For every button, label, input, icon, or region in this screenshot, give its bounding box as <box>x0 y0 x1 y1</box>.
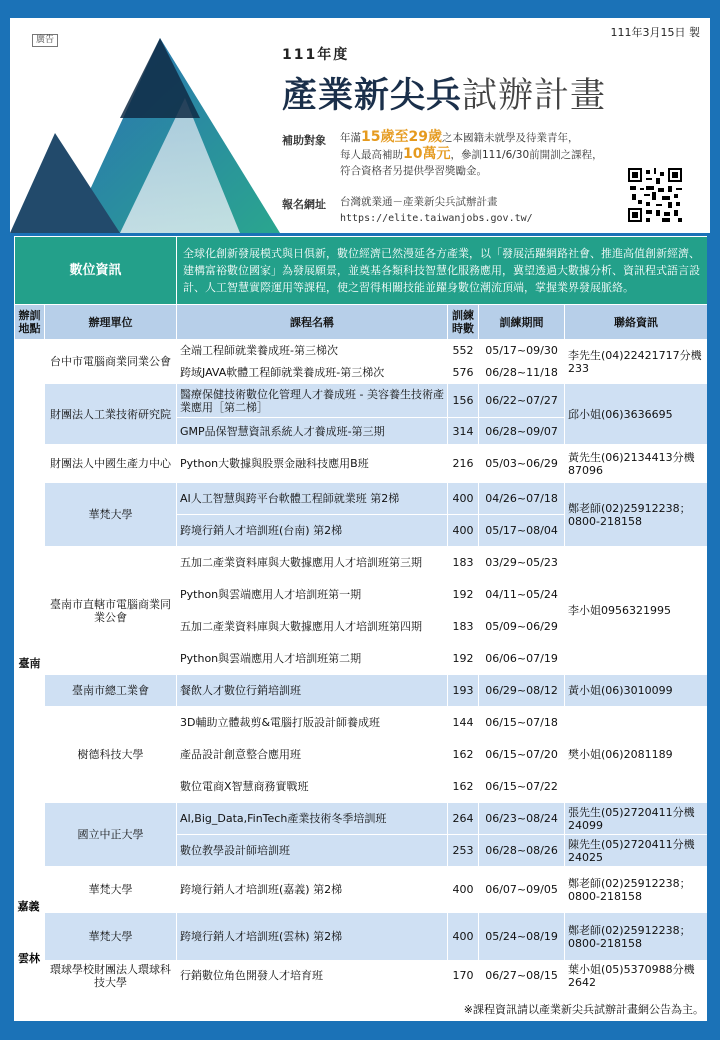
contact-cell: 鄭老師(02)25912238；0800-218158 <box>565 913 707 961</box>
qr-code-icon[interactable] <box>628 168 682 222</box>
course-name: 數位教學設計師培訓班 <box>177 835 448 867</box>
course-hours: 144 <box>448 707 479 739</box>
course-name: 跨境行銷人才培訓班(雲林) 第2梯 <box>177 913 448 961</box>
footnote: ※課程資訊請以產業新尖兵試辦計畫網公告為主。 <box>463 1003 704 1016</box>
course-table <box>14 236 707 991</box>
course-period: 06/29~08/12 <box>479 675 565 707</box>
region-chiayi: 嘉義 <box>14 806 44 918</box>
col-header-hours: 訓練時數 <box>448 305 479 340</box>
course-hours: 552 <box>448 340 479 362</box>
subsidy-post: ，參訓111/6/30前開訓之課程， <box>450 149 603 161</box>
course-name: Python與雲端應用人才培訓班第一期 <box>177 579 448 611</box>
course-period: 05/17~09/30 <box>479 340 565 362</box>
course-period: 05/24~08/19 <box>479 913 565 961</box>
org-cell: 臺南市總工業會 <box>45 675 177 707</box>
course-period: 03/29~05/23 <box>479 547 565 579</box>
contact-cell: 邱小姐(06)3636695 <box>565 384 707 445</box>
ad-label: 廣告 <box>32 34 58 47</box>
course-hours: 400 <box>448 867 479 913</box>
url-label: 報名網址 <box>282 198 326 211</box>
course-hours: 183 <box>448 547 479 579</box>
course-name: GMP品保智慧資訊系統人才養成班-第三期 <box>177 418 448 445</box>
contact-cell: 張先生(05)2720411分機24099 <box>565 803 707 835</box>
course-period: 06/15~07/22 <box>479 771 565 803</box>
course-period: 04/26~07/18 <box>479 483 565 515</box>
contact-cell: 黃小姐(06)3010099 <box>565 675 707 707</box>
table-row <box>15 961 708 991</box>
course-name: 五加二產業資料庫與大數據應用人才培訓班第四期 <box>177 611 448 643</box>
course-hours: 192 <box>448 579 479 611</box>
course-name: 產品設計創意整合應用班 <box>177 739 448 771</box>
course-name: AI人工智慧與跨平台軟體工程師就業班 第2梯 <box>177 483 448 515</box>
course-hours: 193 <box>448 675 479 707</box>
org-cell: 華梵大學 <box>45 483 177 547</box>
course-name: 醫療保健技術數位化管理人才養成班 - 美容養生技術產業應用［第二梯］ <box>177 384 448 418</box>
date-label: 111年3月15日 製 <box>610 26 700 39</box>
course-hours: 400 <box>448 483 479 515</box>
course-table-panel <box>14 236 707 1021</box>
page-title <box>282 68 606 118</box>
org-cell: 華梵大學 <box>45 867 177 913</box>
course-name: 五加二產業資料庫與大數據應用人才培訓班第三期 <box>177 547 448 579</box>
course-period: 06/28~08/26 <box>479 835 565 867</box>
course-name: 跨域JAVA軟體工程師就業養成班-第三梯次 <box>177 362 448 384</box>
table-row <box>15 445 708 483</box>
course-hours: 264 <box>448 803 479 835</box>
table-row <box>15 913 708 961</box>
course-hours: 183 <box>448 611 479 643</box>
target-age: 15歲至29歲 <box>361 129 442 145</box>
course-hours: 170 <box>448 961 479 991</box>
region-yunlin: 雲林 <box>14 919 44 997</box>
contact-cell: 黃先生(06)2134413分機87096 <box>565 445 707 483</box>
col-header-course: 課程名稱 <box>177 305 448 340</box>
course-period: 04/11~05/24 <box>479 579 565 611</box>
org-cell: 華梵大學 <box>45 913 177 961</box>
org-cell: 國立中正大學 <box>45 803 177 867</box>
course-hours: 162 <box>448 771 479 803</box>
target-pre: 年滿 <box>340 132 361 144</box>
table-row <box>15 547 708 579</box>
title-thin: 試辦計畫 <box>462 76 607 116</box>
course-period: 05/17~08/04 <box>479 515 565 547</box>
course-name: Python與雲端應用人才培訓班第二期 <box>177 643 448 675</box>
url-text[interactable] <box>340 194 533 227</box>
contact-cell: 李小姐0956321995 <box>565 547 707 675</box>
table-row <box>15 483 708 515</box>
target-post: 之本國籍未就學及待業青年， <box>441 132 579 144</box>
course-name: 餐飲人才數位行銷培訓班 <box>177 675 448 707</box>
course-hours: 192 <box>448 643 479 675</box>
section-description: 全球化創新發展模式與日俱新，數位經濟已然漫延各方產業，以「發展活躍網路社會、推進高值創新經濟、建構富裕數位國家」為發展願景，並奠基各類科技智慧化服務應用，冀望透過大數據分析、資訊程式語言設計、人工智慧實際運用等課程，使之習得相關技能並躍身數位潮流頂端，掌握業界發展脈絡。 <box>177 237 707 305</box>
subsidy-pre: 每人最高補助 <box>340 149 403 161</box>
course-name: Python大數據與股票金融科技應用B班 <box>177 445 448 483</box>
url-link[interactable]: https://elite.taiwanjobs.gov.tw/ <box>340 213 533 224</box>
col-header-period: 訓練期間 <box>479 305 565 340</box>
course-period: 06/23~08/24 <box>479 803 565 835</box>
course-name: 跨境行銷人才培訓班(嘉義) 第2梯 <box>177 867 448 913</box>
subsidy-line3: 符合資格者另提供學習獎勵金。 <box>340 165 487 177</box>
org-cell: 財團法人工業技術研究院 <box>45 384 177 445</box>
table-row <box>15 340 708 362</box>
org-cell: 臺南市直轄市電腦商業同業公會 <box>45 547 177 675</box>
course-hours: 156 <box>448 384 479 418</box>
contact-cell: 陳先生(05)2720411分機24025 <box>565 835 707 867</box>
contact-cell: 李先生(04)22421717分機233 <box>565 340 707 384</box>
target-text <box>340 129 603 179</box>
title-bold: 產業新尖兵 <box>282 76 463 116</box>
course-hours: 162 <box>448 739 479 771</box>
year-label: 111年度 <box>282 47 350 63</box>
contact-cell: 鄭老師(02)25912238；0800-218158 <box>565 867 707 913</box>
contact-cell: 樊小姐(06)2081189 <box>565 707 707 803</box>
course-name: 行銷數位角色開發人才培育班 <box>177 961 448 991</box>
course-period: 06/22~07/27 <box>479 384 565 418</box>
table-row <box>15 384 708 418</box>
target-label: 補助對象 <box>282 134 326 147</box>
course-period: 06/07~09/05 <box>479 867 565 913</box>
region-tainan: 臺南 <box>15 340 45 991</box>
header-row <box>15 305 708 340</box>
section-title: 數位資訊 <box>15 237 177 305</box>
course-period: 06/06~07/19 <box>479 643 565 675</box>
course-name: AI,Big_Data,FinTech產業技術冬季培訓班 <box>177 803 448 835</box>
table-row <box>15 707 708 739</box>
org-cell: 環球學校財團法人環球科技大學 <box>45 961 177 991</box>
col-header-contact: 聯絡資訊 <box>565 305 707 340</box>
contact-cell: 鄭老師(02)25912238；0800-218158 <box>565 483 707 547</box>
org-cell: 財團法人中國生產力中心 <box>45 445 177 483</box>
course-period: 06/28~11/18 <box>479 362 565 384</box>
section-row <box>15 237 708 305</box>
course-name: 跨境行銷人才培訓班(台南) 第2梯 <box>177 515 448 547</box>
course-period: 06/15~07/20 <box>479 739 565 771</box>
col-header-org: 辦理單位 <box>45 305 177 340</box>
course-hours: 400 <box>448 913 479 961</box>
course-name: 數位電商X智慧商務實戰班 <box>177 771 448 803</box>
contact-cell: 葉小姐(05)5370988分機2642 <box>565 961 707 991</box>
header-panel <box>10 18 710 233</box>
table-row <box>15 867 708 913</box>
url-line1: 台灣就業通－產業新尖兵試辦計畫 <box>340 196 498 208</box>
course-name: 全端工程師就業養成班-第三梯次 <box>177 340 448 362</box>
table-row <box>15 803 708 835</box>
course-period: 06/15~07/18 <box>479 707 565 739</box>
col-header-region: 辦訓地點 <box>15 305 45 340</box>
course-hours: 400 <box>448 515 479 547</box>
course-hours: 576 <box>448 362 479 384</box>
course-period: 05/09~06/29 <box>479 611 565 643</box>
course-period: 05/03~06/29 <box>479 445 565 483</box>
subsidy-amount: 10萬元 <box>403 146 451 162</box>
course-hours: 216 <box>448 445 479 483</box>
course-name: 3D輔助立體裁剪&電腦打版設計師養成班 <box>177 707 448 739</box>
table-row <box>15 675 708 707</box>
course-hours: 253 <box>448 835 479 867</box>
course-hours: 314 <box>448 418 479 445</box>
course-period: 06/28~09/07 <box>479 418 565 445</box>
org-cell: 樹德科技大學 <box>45 707 177 803</box>
org-cell: 台中市電腦商業同業公會 <box>45 340 177 384</box>
course-period: 06/27~08/15 <box>479 961 565 991</box>
